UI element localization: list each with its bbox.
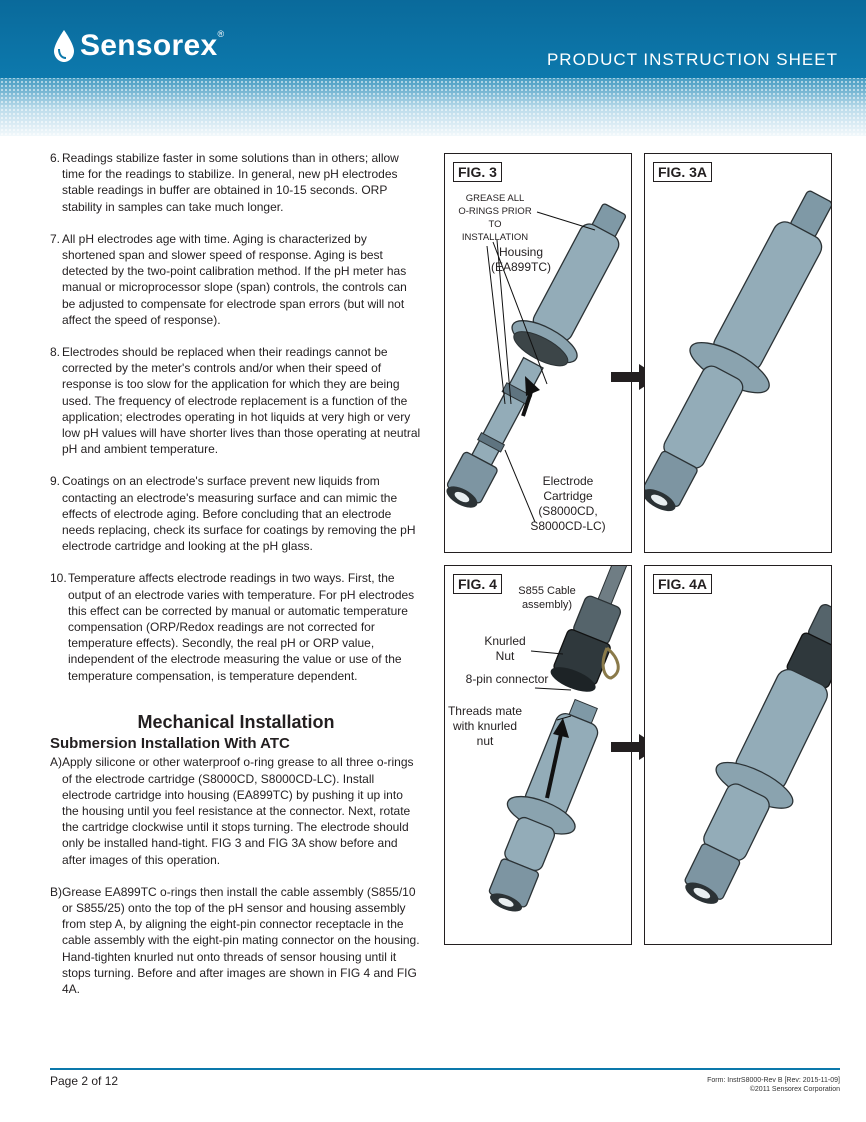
list-item	[50, 231, 422, 328]
callout-housing-line: Housing	[498, 245, 544, 259]
item-number: 10.	[50, 571, 67, 586]
figure-3	[444, 153, 632, 553]
callout-threads-line: nut	[476, 734, 494, 748]
step-text: Grease EA899TC o-rings then install the cable assembly (S855/10 or S855/25) onto the top of the pH sensor and housing assembly from step A, by aligning the eight-pin connector receptacle in the cable assembly with the eight-pin mating connector on the housing. Hand-tighten knurled nut onto threads of sensor housing until it stops turning. Before and after images are shown in FIG 4 and FIG 4A.	[62, 884, 420, 996]
callout-housing	[491, 245, 551, 275]
page-number: Page 2 of 12	[50, 1074, 119, 1088]
item-number: 8.	[50, 345, 61, 360]
fig3-label: FIG. 3	[453, 162, 502, 182]
list-item	[50, 344, 422, 457]
callout-grease-line: O-RINGS PRIOR	[458, 206, 532, 217]
callout-threads	[447, 704, 523, 749]
trademark: ®	[217, 29, 225, 39]
brand-name: Sensorex	[80, 29, 218, 62]
callout-cartridge-line: S8000CD-LC)	[530, 519, 606, 533]
step-letter: B)	[50, 884, 62, 899]
item-text: All pH electrodes age with time. Aging is characterized by shortened span and slower speed of response. Aging is best detected by the two-point calibration method. If the pH meter has manual or microprocessor slope (span) controls, the controls can be adjusted to compensate for electrode span errors (but will not affect the speed of response).	[62, 231, 407, 327]
copyright: ©2011 Sensorex Corporation	[749, 1086, 840, 1093]
footer-divider	[50, 1068, 840, 1070]
callout-cartridge	[527, 474, 609, 534]
item-text: Temperature affects electrode readings in two ways. First, the output of an electrode varies with temperature. For pH electrodes this effect can be corrected by manual or automatic temperature compensation (ORP/Redox readings are not corrected for temperature effects). Secondly, the real pH or ORP value, independent of the electrode measuring the value or use of the temperature compensation, is temperature dependent.	[68, 571, 415, 683]
footer-form-info	[707, 1076, 840, 1094]
fig4a-assembly-illustration	[645, 566, 831, 944]
callout-nut-line: Nut	[495, 649, 515, 663]
list-item	[50, 473, 422, 554]
callout-cable-line: assembly)	[521, 599, 573, 611]
fig4-label: FIG. 4	[453, 574, 502, 594]
list-item	[50, 570, 422, 683]
callout-housing-line: (EA899TC)	[491, 260, 552, 274]
drop-icon	[52, 29, 76, 63]
figure-4a	[644, 565, 832, 945]
sheet-title: PRODUCT INSTRUCTION SHEET	[546, 50, 838, 69]
callout-grease-line: GREASE ALL	[465, 193, 525, 204]
callout-grease	[455, 192, 535, 244]
step-letter: A)	[50, 755, 62, 770]
text-column	[50, 150, 422, 1013]
figure-3a	[644, 153, 832, 553]
callout-nut-line: Knurled	[484, 634, 526, 648]
step-text: Apply silicone or other waterproof o-ring grease to all three o-rings of the electrode cartridge (S8000CD, S8000CD-LC). Install electrode cartridge into housing (EA899TC) by pushing it up into the housing until you feel resistance at the connector. Next, rotate the cartridge clockwise until it stops turning. The electrode should only be installed hand-tight. FIG 3 and FIG 3A show before and after images of this operation.	[62, 755, 414, 867]
callout-cartridge-line: (S8000CD,	[538, 504, 598, 518]
callout-grease-line: TO INSTALLATION	[461, 219, 529, 243]
callout-cable-line: S855 Cable	[518, 585, 576, 597]
list-item	[50, 150, 422, 215]
callout-knurled-nut	[479, 634, 531, 664]
fig4a-label: FIG. 4A	[653, 574, 712, 594]
fig4-cable-illustration	[445, 566, 631, 944]
callout-threads-line: Threads mate	[447, 704, 523, 718]
brand-logo[interactable]	[52, 26, 224, 66]
section-subheading: Submersion Installation With ATC	[50, 735, 290, 753]
item-text: Coatings on an electrode's surface prevent new liquids from contacting an electrode's measuring surface and can mimic the effects of electrode aging. Before concluding that an electrode needs replacing, check its surface for coatings by removing the pH electrode cartridge and looking at the pH glass.	[62, 474, 416, 554]
item-number: 6.	[50, 151, 61, 165]
callout-cartridge-line: Cartridge	[543, 489, 593, 503]
callout-cartridge-line: Electrode	[542, 474, 594, 488]
fig3a-electrode-illustration	[645, 154, 831, 552]
step-item	[50, 884, 422, 997]
section-heading: Mechanical Installation	[137, 711, 335, 732]
item-number: 9.	[50, 474, 61, 489]
step-item	[50, 754, 422, 867]
callout-threads-line: with knurled	[452, 719, 518, 733]
callout-cable	[513, 584, 581, 612]
item-number: 7.	[50, 231, 61, 246]
item-text: Electrodes should be replaced when their readings cannot be corrected by the meter's controls and/or when their speed of response is too slow for the application for which they are being used. The frequency of electrode replacement is a function of the application; electrodes operating in hot liquids at very high or very low pH values will have shorter lives than those operating at neutral pH and ambient temperature.	[62, 345, 421, 457]
item-text: Readings stabilize faster in some solutions than in others; allow time for the readings to stabilize. In general, new pH electrodes stable readings in buffer are obtained in 10-15 seconds. ORP stability in samples can take much longer.	[62, 151, 399, 214]
figure-4	[444, 565, 632, 945]
header-banner	[0, 0, 866, 136]
form-revision: Form: InstrS8000-Rev B [Rev: 2015-11-09]	[707, 1077, 840, 1084]
callout-connector: 8-pin connector	[465, 672, 549, 686]
fig3a-label: FIG. 3A	[653, 162, 712, 182]
